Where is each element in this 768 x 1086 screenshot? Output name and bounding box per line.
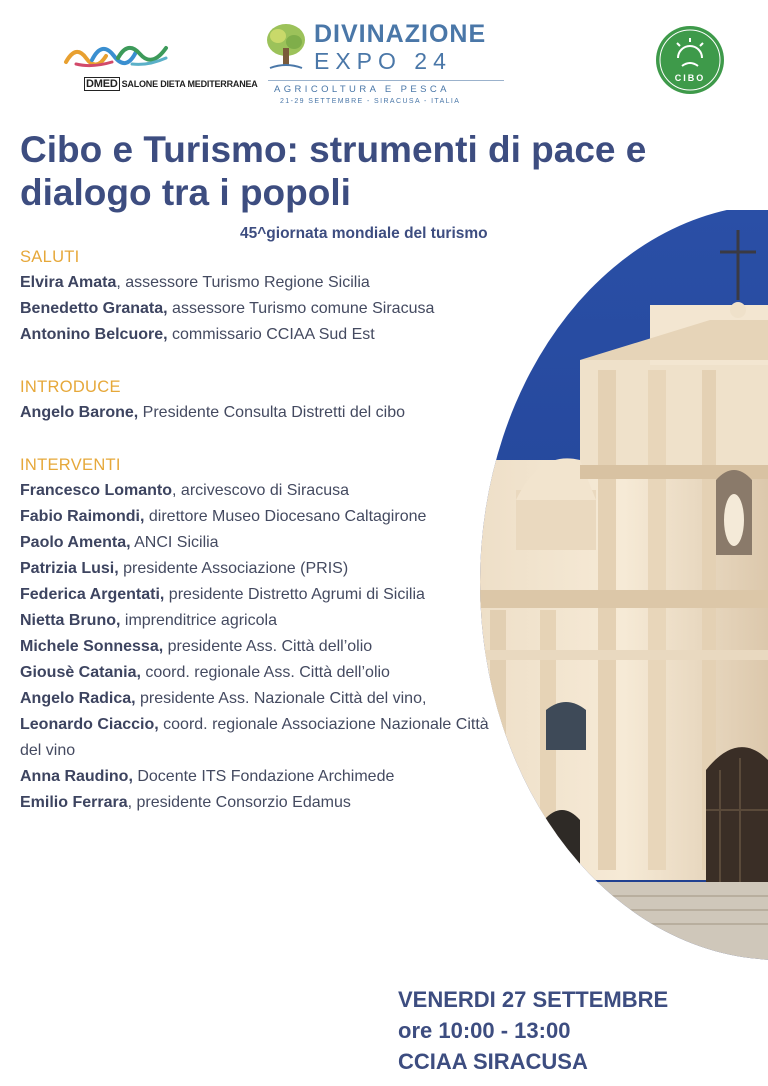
- list-item: Angelo Radica, presidente Ass. Nazionale Città del vino,: [20, 690, 427, 707]
- list-item: Elvira Amata, assessore Turismo Regione Sicilia: [20, 274, 370, 291]
- list-item: Fabio Raimondi, direttore Museo Diocesano Caltagirone: [20, 508, 427, 525]
- divinazione-title: DIVINAZIONE: [314, 20, 487, 48]
- section-heading-introduce: INTRODUCE: [20, 378, 121, 396]
- cathedral-photo: [480, 210, 768, 970]
- list-item: Antonino Belcuore, commissario CCIAA Sud Est: [20, 326, 375, 343]
- header: [0, 0, 768, 118]
- list-item: Angelo Barone, Presidente Consulta Distretti del cibo: [20, 404, 406, 421]
- dmed-logo: [62, 34, 258, 96]
- list-item: Giousè Catania, coord. regionale Ass. Città dell’olio: [20, 664, 390, 681]
- dmed-wordmark: DMED SALONE DIETA MEDITERRANEA: [86, 78, 258, 90]
- cibo-badge: [656, 26, 724, 94]
- list-item: Federica Argentati, presidente Distretto Agrumi di Sicilia: [20, 586, 425, 603]
- list-item: Nietta Bruno, imprenditrice agricola: [20, 612, 277, 629]
- divinazione-expo: EXPO 24: [314, 48, 452, 74]
- divinazione-logo: [262, 18, 510, 110]
- wave-logo-icon: [62, 34, 174, 78]
- list-item: Patrizia Lusi, presidente Associazione (PRIS): [20, 560, 349, 577]
- program: [20, 244, 490, 816]
- event-info: [398, 984, 668, 1077]
- list-item: Benedetto Granata, assessore Turismo comune Siracusa: [20, 300, 435, 317]
- event-date: VENERDI 27 SETTEMBRE: [398, 987, 669, 1012]
- list-item: Paolo Amenta, ANCI Sicilia: [20, 534, 219, 551]
- list-item: Francesco Lomanto, arcivescovo di Siracusa: [20, 482, 349, 499]
- page-subtitle: 45^giornata mondiale del turismo: [240, 225, 488, 242]
- list-item: Anna Raudino, Docente ITS Fondazione Archimede: [20, 768, 395, 785]
- event-time: ore 10:00 - 13:00: [398, 1018, 571, 1043]
- event-place: CCIAA SIRACUSA: [398, 1049, 588, 1074]
- list-item: Emilio Ferrara, presidente Consorzio Edamus: [20, 794, 351, 811]
- divinazione-divider: [268, 80, 504, 81]
- list-item: Michele Sonnessa, presidente Ass. Città dell’olio: [20, 638, 373, 655]
- section-heading-saluti: SALUTI: [20, 248, 80, 266]
- divinazione-dates: 21-29 SETTEMBRE - SIRACUSA - ITALIA: [280, 98, 461, 105]
- list-item: Leonardo Ciaccio, coord. regionale Associazione Nazionale Città del vino: [20, 716, 489, 759]
- sun-wheat-icon: [656, 26, 724, 94]
- cibo-label: CIBO: [674, 73, 706, 83]
- olive-tree-icon: [264, 22, 308, 76]
- divinazione-subtitle: AGRICOLTURA E PESCA: [274, 84, 450, 95]
- section-heading-interventi: INTERVENTI: [20, 456, 121, 474]
- page-title: Cibo e Turismo: strumenti di pace e dialogo tra i popoli: [20, 129, 647, 213]
